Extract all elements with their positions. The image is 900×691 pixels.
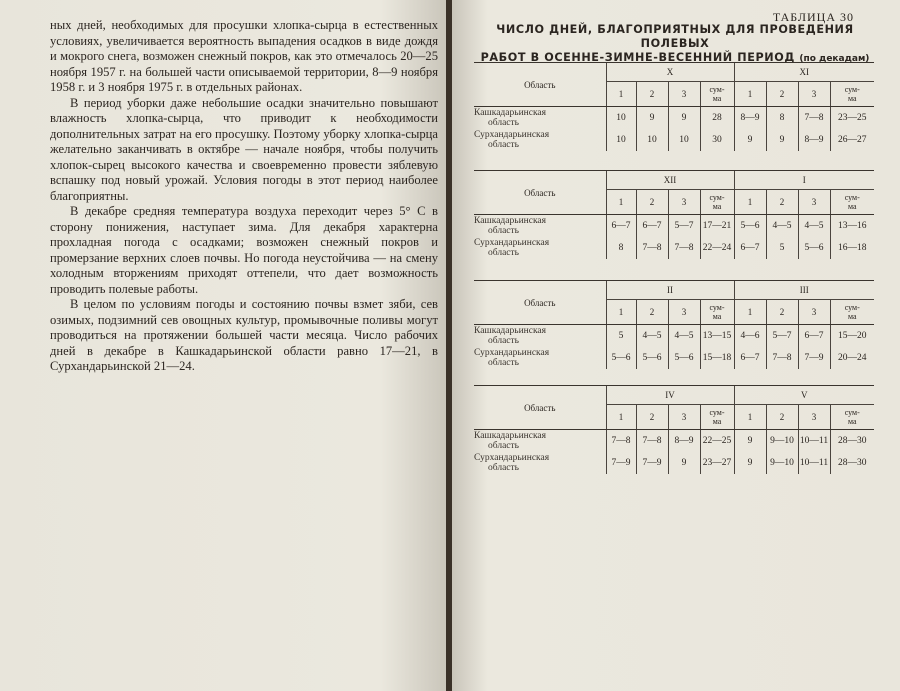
table-cell: 28—30	[830, 452, 874, 474]
decade-header: 2	[766, 82, 798, 107]
table-cell: 5—6	[636, 347, 668, 369]
table-cell: 9	[766, 129, 798, 151]
month-header: II	[606, 281, 734, 300]
table-cell: 7—8	[766, 347, 798, 369]
table-cell: 9	[734, 129, 766, 151]
table-block-2	[474, 170, 874, 259]
table-cell: 5—6	[606, 347, 636, 369]
region-name: Сурхандарьинская	[474, 130, 550, 140]
decade-header: 1	[734, 405, 766, 430]
table-cell: 10—11	[798, 430, 830, 453]
table-cell: 22—25	[700, 430, 734, 453]
decade-header: 1	[606, 405, 636, 430]
region-name-1	[474, 325, 606, 348]
table-cell: 28—30	[830, 430, 874, 453]
table-cell: 10—11	[798, 452, 830, 474]
decade-header: 3	[668, 300, 700, 325]
decade-header: 1	[606, 300, 636, 325]
table-cell: 13—15	[700, 325, 734, 348]
sum-header: сум- ма	[830, 190, 874, 215]
table-cell: 7—8	[606, 430, 636, 453]
table-cell: 23—27	[700, 452, 734, 474]
table-cell: 9—10	[766, 430, 798, 453]
right-page	[452, 0, 900, 691]
table-title-note: (по декадам)	[799, 54, 870, 64]
table-cell: 7—9	[606, 452, 636, 474]
decade-header: 2	[766, 300, 798, 325]
month-header: III	[734, 281, 874, 300]
region-name-2	[474, 347, 606, 369]
sum-header: сум- ма	[830, 82, 874, 107]
table-cell: 9	[668, 107, 700, 130]
table-cell: 4—5	[668, 325, 700, 348]
decade-header: 3	[798, 190, 830, 215]
region-name-1	[474, 215, 606, 238]
sum-header: сум- ма	[830, 300, 874, 325]
decade-header: 1	[734, 82, 766, 107]
sum-header: сум- ма	[700, 82, 734, 107]
table-cell: 10	[668, 129, 700, 151]
table-cell: 7—8	[798, 107, 830, 130]
table-cell: 6—7	[734, 347, 766, 369]
decade-header: 2	[766, 405, 798, 430]
region-subtitle: область	[488, 441, 520, 451]
region-name: Кашкадарьинская	[474, 326, 547, 336]
table-cell: 8—9	[668, 430, 700, 453]
region-name: Кашкадарьинская	[474, 108, 547, 118]
region-name-2	[474, 452, 606, 474]
table-cell: 8—9	[734, 107, 766, 130]
table-cell: 10	[606, 107, 636, 130]
table-cell: 7—8	[668, 237, 700, 259]
table-cell: 5	[606, 325, 636, 348]
region-subtitle: область	[488, 336, 520, 346]
region-name: Сурхандарьинская	[474, 453, 550, 463]
region-subtitle: область	[488, 118, 520, 128]
table-block-1	[474, 62, 874, 151]
table-cell: 16—18	[830, 237, 874, 259]
decade-header: 2	[636, 190, 668, 215]
decade-header: 1	[606, 82, 636, 107]
table-cell: 7—9	[636, 452, 668, 474]
decade-header: 2	[636, 405, 668, 430]
decade-header: 1	[734, 190, 766, 215]
table-cell: 8	[606, 237, 636, 259]
table-cell: 6—7	[734, 237, 766, 259]
table-number: ТАБЛИЦА 30	[772, 10, 854, 24]
table-cell: 6—7	[636, 215, 668, 238]
region-header: Область	[474, 171, 606, 215]
table-cell: 7—8	[636, 237, 668, 259]
table-block-3	[474, 280, 874, 369]
sum-header: сум- ма	[700, 300, 734, 325]
decade-header: 2	[636, 82, 668, 107]
decade-header: 3	[798, 300, 830, 325]
region-name: Кашкадарьинская	[474, 431, 547, 441]
month-header: V	[734, 386, 874, 405]
paragraph-3: В декабре средняя температура воздуха переходит через 5° С в сторону понижения, наступает зима. Для декабря характерна прохладная погода с осадками; возможен снежный покров и промерзание верхних слоев почвы. Но погода неустойчива — на смену холодным вторжениям приходят оттепели, что дает возможность проводить полевые работы.	[50, 204, 438, 296]
table-cell: 28	[700, 107, 734, 130]
month-header: XII	[606, 171, 734, 190]
table-cell: 26—27	[830, 129, 874, 151]
table-cell: 5—6	[798, 237, 830, 259]
left-page	[0, 0, 448, 691]
table-cell: 17—21	[700, 215, 734, 238]
decade-header: 2	[636, 300, 668, 325]
sum-header: сум- ма	[700, 190, 734, 215]
decade-header: 2	[766, 190, 798, 215]
table-cell: 7—9	[798, 347, 830, 369]
month-header: I	[734, 171, 874, 190]
table-cell: 4—5	[636, 325, 668, 348]
decade-header: 1	[606, 190, 636, 215]
region-name-2	[474, 237, 606, 259]
table-cell: 9	[734, 430, 766, 453]
table-cell: 22—24	[700, 237, 734, 259]
table-cell: 7—8	[636, 430, 668, 453]
paragraph-2: В период уборки даже небольшие осадки значительно повышают влажность хлопка-сырца, что приводит к необходимости дополнительных затрат на его просушку. Поэтому уборку хлопка-сырца желательно заканчивать в октябре — начале ноября, чтобы получить хлопок-сырец высокого качества и своевременно провести зяблевую вспашку под новый урожай. Условия погоды в этот период наиболее благоприятны.	[50, 95, 438, 203]
table-block-4	[474, 385, 874, 474]
decade-header: 3	[668, 82, 700, 107]
region-name-1	[474, 430, 606, 453]
table-cell: 5—6	[668, 347, 700, 369]
region-subtitle: область	[488, 140, 520, 150]
table-title	[480, 23, 870, 66]
region-subtitle: область	[488, 463, 520, 473]
table-cell: 4—5	[766, 215, 798, 238]
region-name: Сурхандарьинская	[474, 238, 550, 248]
table-cell: 5	[766, 237, 798, 259]
decade-header: 3	[668, 405, 700, 430]
table-cell: 9	[734, 452, 766, 474]
table-cell: 4—5	[798, 215, 830, 238]
table-cell: 9—10	[766, 452, 798, 474]
sum-header: сум- ма	[700, 405, 734, 430]
region-header: Область	[474, 63, 606, 107]
region-subtitle: область	[488, 248, 520, 258]
month-header: XI	[734, 63, 874, 82]
decade-header: 3	[798, 405, 830, 430]
table-cell: 23—25	[830, 107, 874, 130]
decade-header: 3	[668, 190, 700, 215]
region-subtitle: область	[488, 358, 520, 368]
paragraph-1: ных дней, необходимых для просушки хлопка-сырца в естественных условиях, увеличивается вероятность выпадения осадков в виде дождя и мокрого снега, возможен снежный покров, как это отмечалось 20—25 ноября 1957 г. на большей части описываемой территории, 8—9 ноября 1958 г. и 3 ноября 1975 г. в отдельных районах.	[50, 18, 438, 94]
table-cell: 5—6	[734, 215, 766, 238]
table-cell: 15—18	[700, 347, 734, 369]
table-cell: 4—6	[734, 325, 766, 348]
table-title-line-2: РАБОТ В ОСЕННЕ-ЗИМНЕ-ВЕСЕННИЙ ПЕРИОД	[480, 51, 795, 64]
region-subtitle: область	[488, 226, 520, 236]
table-cell: 6—7	[606, 215, 636, 238]
table-cell: 20—24	[830, 347, 874, 369]
table-title-line-1: ЧИСЛО ДНЕЙ, БЛАГОПРИЯТНЫХ ДЛЯ ПРОВЕДЕНИЯ ПОЛЕВЫХ	[496, 23, 854, 50]
table-cell: 10	[636, 129, 668, 151]
region-header: Область	[474, 386, 606, 430]
region-name-1	[474, 107, 606, 130]
table-cell: 10	[606, 129, 636, 151]
decade-header: 3	[798, 82, 830, 107]
month-header: IV	[606, 386, 734, 405]
decade-header: 1	[734, 300, 766, 325]
table-cell: 5—7	[668, 215, 700, 238]
region-header: Область	[474, 281, 606, 325]
sum-header: сум- ма	[830, 405, 874, 430]
table-cell: 9	[636, 107, 668, 130]
table-cell: 13—16	[830, 215, 874, 238]
month-header: X	[606, 63, 734, 82]
paragraph-4: В целом по условиям погоды и состоянию почвы взмет зяби, сев озимых, подзимний сев овощных культур, промывочные поливы могут проводиться на протяжении большей части месяца. Число рабочих дней в декабре в Кашкадарьинской области равно 17—21, в Сурхандарьинской 21—24.	[50, 297, 438, 373]
region-name-2	[474, 129, 606, 151]
table-cell: 30	[700, 129, 734, 151]
table-cell: 6—7	[798, 325, 830, 348]
table-cell: 8—9	[798, 129, 830, 151]
body-text	[50, 18, 438, 375]
table-cell: 9	[668, 452, 700, 474]
table-cell: 15—20	[830, 325, 874, 348]
region-name: Сурхандарьинская	[474, 348, 550, 358]
table-cell: 5—7	[766, 325, 798, 348]
region-name: Кашкадарьинская	[474, 216, 547, 226]
table-cell: 8	[766, 107, 798, 130]
